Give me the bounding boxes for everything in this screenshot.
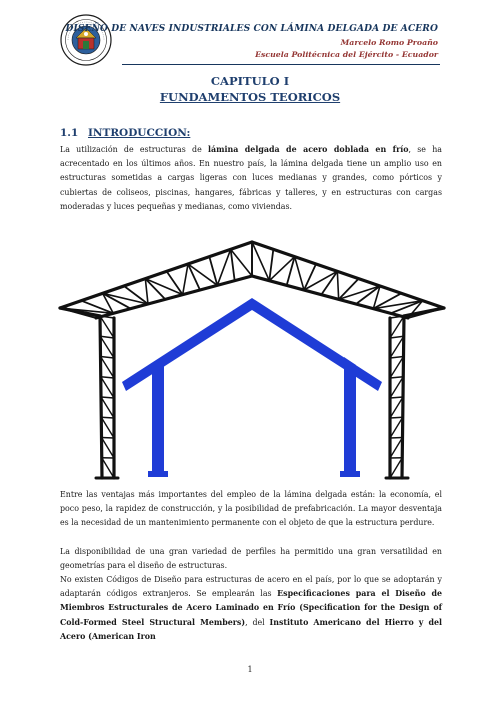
advantages-paragraph: Entre las ventajas más importantes del empleo de la lámina delgada están: la economía, el poco peso, la rapidez de construcción, y la posibilidad de prefabricación. La mayor desventaja es la necesidad de un mantenimiento permanente con el objeto de que la estructura perdure. bbox=[60, 490, 442, 528]
page-number: 1 bbox=[247, 665, 253, 674]
truss-vertical-member bbox=[269, 249, 273, 280]
truss-diagonal-member bbox=[337, 271, 338, 299]
truss-top-chord-right bbox=[252, 242, 444, 308]
design-codes-paragraph bbox=[60, 573, 442, 644]
section-title: INTRODUCCION: bbox=[88, 127, 191, 139]
portal-frame-right-base bbox=[340, 471, 360, 477]
truss-column-lacing bbox=[390, 336, 404, 358]
truss-portal-frame bbox=[60, 242, 444, 478]
intro-text-end: , se ha acrecentado en los últimos años. En nuestro país, la lámina delgada tiene un amplio uso en estructuras sometidas a cargas ligeras con luces medianas y grandes, como pórticos y cubiertas de coliseos, piscinas, hangares, fábricas y talleres, y en estructuras con cargas moderadas y luces pequeñas y medianas, como viviendas. bbox=[60, 145, 442, 211]
document-header-institution: Escuela Politécnica del Ejército - Ecuador bbox=[255, 50, 438, 59]
truss-column-lacing bbox=[390, 377, 403, 398]
truss-diagonal-member bbox=[145, 279, 148, 304]
portal-frame-left-base bbox=[148, 471, 168, 477]
truss-column-lacing bbox=[100, 336, 114, 358]
truss-diagonal-member bbox=[183, 264, 188, 295]
truss-column-lacing bbox=[390, 357, 404, 379]
truss-column-lacing bbox=[101, 357, 115, 379]
truss-column-batten bbox=[100, 336, 114, 338]
truss-column-lacing bbox=[101, 417, 114, 438]
codes-text-start: No existen Códigos de Diseño para estructuras de acero en el país, por lo que se adoptarán y adaptarán códigos extranjeros. Se emplearán las bbox=[60, 575, 442, 599]
codes-spec-name: Especificaciones para el Diseño de Miembros Estructurales de Acero Laminado en Frío (Specification for the Design of Cold-Formed Steel Structural Members) bbox=[60, 589, 442, 627]
truss-column-batten bbox=[101, 357, 115, 359]
intro-paragraph bbox=[60, 143, 442, 214]
truss-column-batten bbox=[390, 438, 403, 439]
truss-vertical-member bbox=[356, 286, 380, 304]
truss-column-lacing bbox=[101, 397, 114, 418]
truss-diagonal-member bbox=[295, 257, 304, 290]
truss-column-lacing bbox=[390, 397, 403, 418]
truss-column-batten bbox=[390, 397, 403, 398]
truss-vertical-member bbox=[145, 279, 165, 300]
truss-top-chord-left bbox=[60, 242, 252, 308]
intro-text-bold: lámina delgada de acero doblada en frío bbox=[208, 145, 409, 154]
truss-column-lacing bbox=[390, 458, 402, 478]
codes-text-mid: , del bbox=[245, 617, 270, 627]
university-seal-logo bbox=[60, 14, 112, 66]
truss-column-lacing bbox=[101, 377, 114, 398]
truss-column-lacing bbox=[390, 417, 403, 438]
truss-column-batten bbox=[101, 417, 114, 418]
section-number: 1.1 bbox=[60, 127, 79, 139]
truss-eave-right bbox=[404, 308, 444, 316]
truss-column-lacing bbox=[100, 316, 114, 338]
portal-frame-left-column bbox=[152, 357, 164, 473]
header-divider bbox=[122, 64, 440, 65]
truss-column-lacing bbox=[102, 458, 114, 478]
intro-text-start: La utilización de estructuras de bbox=[60, 145, 208, 154]
portal-frames-figure bbox=[56, 236, 448, 481]
document-header-title: DISEÑO DE NAVES INDUSTRIALES CON LÁMINA DELGADA DE ACERO bbox=[65, 23, 438, 34]
document-header-author: Marcelo Romo Proaño bbox=[340, 38, 438, 47]
truss-column-lacing bbox=[390, 438, 403, 459]
codes-institute-name: Instituto Americano del Hierro y del Acero (American Iron bbox=[60, 617, 442, 641]
truss-column-batten bbox=[102, 438, 115, 439]
truss-column-lacing bbox=[390, 316, 404, 338]
solid-portal-frame bbox=[122, 298, 382, 477]
truss-column-batten bbox=[390, 377, 403, 378]
truss-column-batten bbox=[390, 417, 403, 418]
chapter-title: FUNDAMENTOS TEORICOS bbox=[159, 90, 341, 104]
truss-column-batten bbox=[390, 336, 404, 338]
truss-column-batten bbox=[101, 397, 114, 398]
profiles-paragraph: La disponibilidad de una gran variedad de perfiles ha permitido una gran versatilidad en geometrías para el diseño de estructuras. bbox=[60, 547, 442, 571]
truss-column-batten bbox=[101, 377, 114, 378]
truss-column-lacing bbox=[102, 438, 115, 459]
chapter-number: CAPITULO I bbox=[210, 74, 290, 88]
truss-column-batten bbox=[390, 357, 404, 359]
portal-frame-right-column bbox=[344, 357, 356, 473]
truss-vertical-member bbox=[321, 271, 337, 294]
